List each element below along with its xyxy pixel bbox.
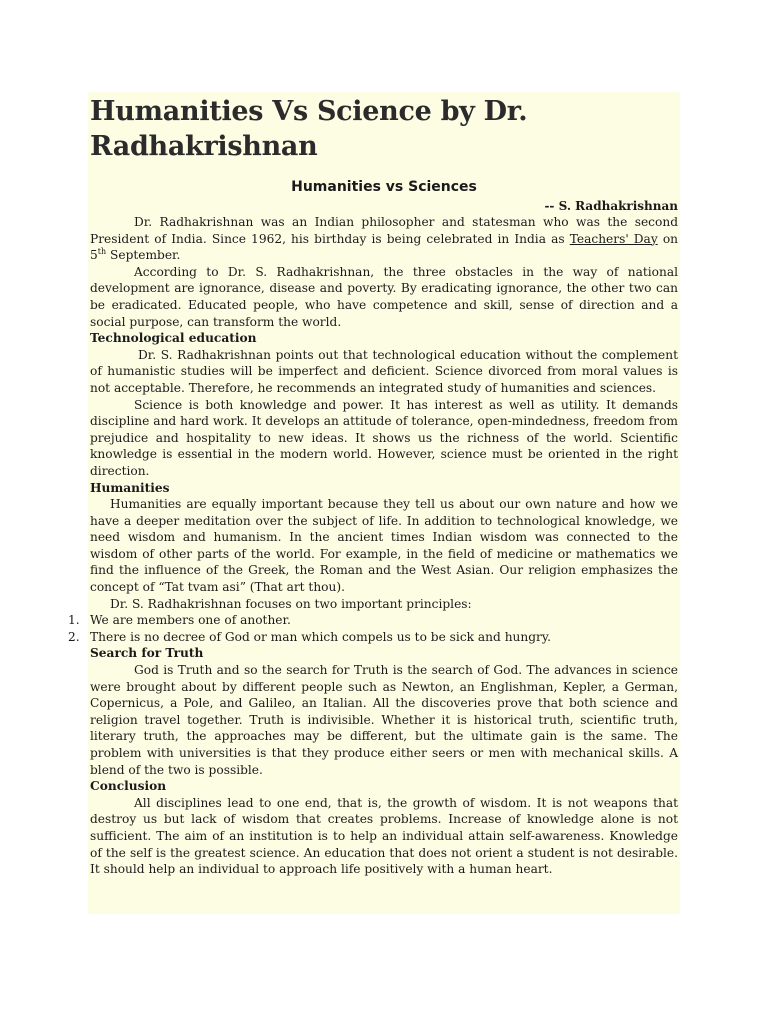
obstacles-paragraph: According to Dr. S. Radhakrishnan, the three obstacles in the way of national development are ignorance, disease and poverty. By eradicating ignorance, the other two can be eradicated. Educated people, who have competence and skill, sense of direction and a social purpose, can transform the world.: [90, 264, 678, 329]
list-number: 2.: [68, 629, 80, 644]
list-item: [68, 629, 678, 646]
heading-technological-education: Technological education: [90, 331, 257, 346]
list-text: There is no decree of God or man which compels us to be sick and hungry.: [90, 629, 552, 644]
teachers-day-link[interactable]: Teachers' Day: [569, 231, 658, 246]
document-title: Humanities Vs Science by Dr. Radhakrishnan: [90, 96, 528, 162]
principles-list: [68, 612, 678, 645]
science-paragraph: Science is both knowledge and power. It has interest as well as utility. It demands discipline and hard work. It develops an attitude of tolerance, open-mindedness, freedom from prejudice and hospitality to new ideas. It shows us the richness of the world. Scientific knowledge is essential in the modern world. However, science must be oriented in the right direction.: [90, 397, 678, 478]
conclusion-paragraph: All disciplines lead to one end, that is, the growth of wisdom. It is not weapons that destroy us but lack of wisdom that creates problems. Increase of knowledge alone is not sufficient. The aim of an institution is to help an individual attain self-awareness. Knowledge of the self is the greatest science. An education that does not orient a student is not desirable. It should help an individual to approach life positively with a human heart.: [90, 795, 678, 877]
list-item: [68, 612, 678, 629]
heading-humanities: Humanities: [90, 480, 170, 495]
intro-text-before: Dr. Radhakrishnan was an Indian philosopher and statesman who was the second President of India. Since 1962, his birthday is being celebrated in India as: [90, 215, 678, 246]
list-text: We are members one of another.: [90, 613, 291, 628]
technological-paragraph: Dr. S. Radhakrishnan points out that technological education without the complement of humanistic studies will be imperfect and deficient. Science divorced from moral values is not acceptable. Therefore, he recommends an integrated study of humanities and sciences.: [90, 347, 678, 395]
intro-text-mid: on 5: [90, 231, 679, 263]
document-body: [68, 92, 679, 878]
list-number: 1.: [68, 613, 80, 628]
author-line: -- S. Radhakrishnan: [544, 199, 678, 213]
intro-superscript: th: [97, 247, 107, 257]
heading-conclusion: Conclusion: [90, 779, 167, 794]
principles-intro: Dr. S. Radhakrishnan focuses on two important principles:: [110, 596, 472, 611]
document-subtitle: Humanities vs Sciences: [291, 179, 477, 195]
heading-search-for-truth: Search for Truth: [90, 646, 204, 661]
truth-paragraph: God is Truth and so the search for Truth is the search of God. The advances in science were brought about by different people such as Newton, an Englishman, Kepler, a German, Copernicus, a Pole, and Galileo, an Italian. All the discoveries prove that both science and religion travel together. Truth is indivisible. Whether it is historical truth, scientific truth, literary truth, the approaches may be different, but the ultimate gain is the same. The problem with universities is that they produce either seers or men with mechanical skills. A blend of the two is possible.: [90, 663, 678, 777]
intro-paragraph: [90, 214, 678, 264]
humanities-paragraph: Humanities are equally important because they tell us about our own nature and how we have a deeper meditation over the subject of life. In addition to technological knowledge, we need wisdom and humanism. In the ancient times Indian wisdom was connected to the wisdom of other parts of the world. For example, in the field of medicine or mathematics we find the influence of the Greek, the Roman and the West Asian. Our religion emphasizes the concept of “Tat tvam asi” (That art thou).: [90, 497, 678, 595]
intro-text-after: September.: [106, 248, 181, 263]
